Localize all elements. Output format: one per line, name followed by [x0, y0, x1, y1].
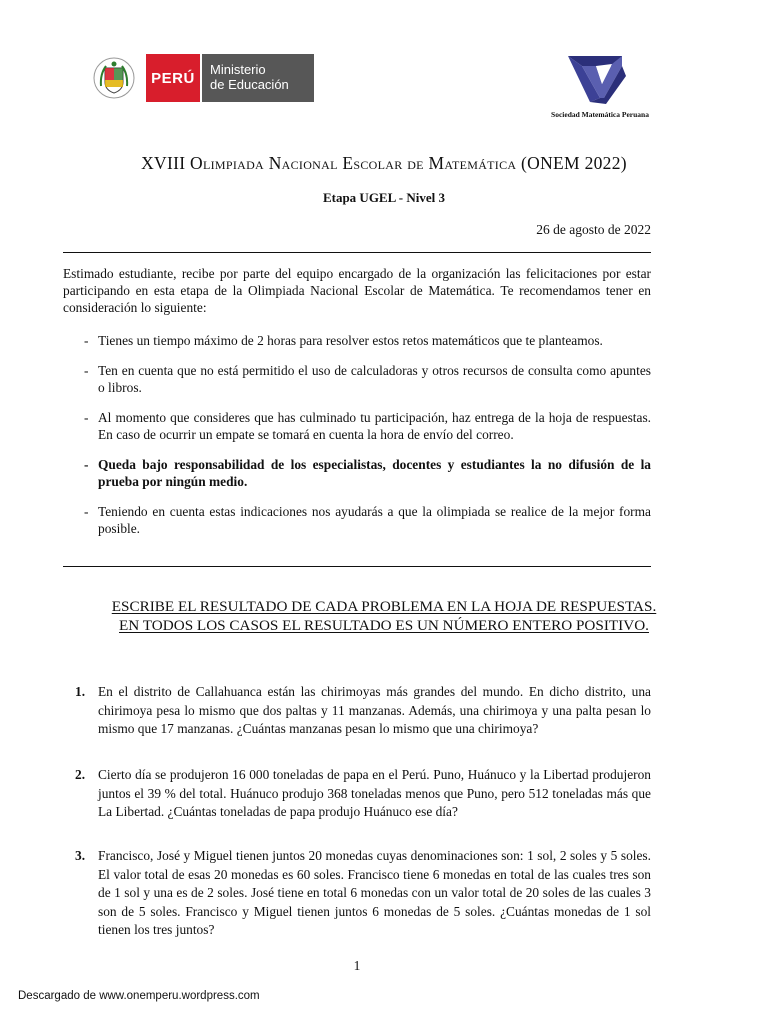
- divider: [63, 566, 651, 567]
- peru-label: PERÚ: [146, 54, 200, 102]
- recommendations-list: [84, 332, 651, 547]
- download-source: Descargado de www.onemperu.wordpress.com: [18, 990, 260, 1002]
- intro-paragraph: Estimado estudiante, recibe por parte del equipo encargado de la organización las felicitaciones por estar participando en esta etapa de la Olimpiada Nacional Escolar de Matemática. Te recomendamos tener en consideración lo siguiente:: [63, 266, 651, 316]
- answer-instructions: [0, 597, 768, 635]
- problem-item: [75, 766, 651, 824]
- smp-logo-icon: [560, 50, 630, 106]
- instruction-line1: ESCRIBE EL RESULTADO DE CADA PROBLEMA EN LA HOJA DE RESPUESTAS.: [111, 598, 657, 615]
- problem-number: 3.: [75, 848, 86, 863]
- bullet-text: Ten en cuenta que no está permitido el uso de calculadoras y otros recursos de consulta como apuntes o libros.: [98, 363, 651, 396]
- coat-of-arms-icon: [92, 56, 136, 100]
- bullet-dash: -: [84, 333, 89, 348]
- page-subtitle: Etapa UGEL - Nivel 3: [322, 190, 446, 205]
- ministry-name-line1: Ministerio: [210, 62, 266, 77]
- problem-item: [75, 683, 651, 759]
- bullet-dash: -: [84, 504, 89, 519]
- bullet-dash: -: [84, 410, 89, 425]
- page-title: XVIII Olimpiada Nacional Escolar de Matemática (ONEM 2022): [141, 153, 627, 173]
- ministry-logo: [84, 54, 314, 102]
- problem-number: 2.: [75, 767, 86, 782]
- bullet-text: Queda bajo responsabilidad de los especialistas, docentes y estudiantes la no difusión de la prueba por ningún medio.: [98, 457, 651, 490]
- problem-text: Francisco, José y Miguel tienen juntos 20 monedas cuyas denominaciones son: 1 sol, 2 soles y 5 soles. El valor total de esas 20 monedas es 60 soles. Francisco tiene 6 monedas en total de las cuales tres son de 1 sol y una es de 2 soles. José tiene en total 6 monedas con un valor total de 20 soles de las cuales 3 son de 5 soles. Francisco y Miguel tienen juntos 6 monedas de 5 soles. ¿Cuántas monedas de 1 sol tienen los tres juntos?: [98, 848, 651, 938]
- divider: [63, 252, 651, 253]
- bullet-text: Teniendo en cuenta estas indicaciones nos ayudarás a que la olimpiada se realice de la mejor forma posible.: [98, 504, 651, 537]
- problem-text: En el distrito de Callahuanca están las chirimoyas más grandes del mundo. En dicho distrito, una chirimoya pesa lo mismo que dos paltas y 11 manzanas. Además, una chirimoya y una palta pesan lo mismo que 17 manzanas. ¿Cuántas manzanas pesan lo mismo que una chirimoya?: [98, 684, 651, 737]
- ministry-name-line2: de Educación: [210, 77, 289, 92]
- problem-item: [75, 847, 651, 942]
- exam-date: 26 de agosto de 2022: [536, 222, 651, 237]
- problem-number: 1.: [75, 684, 86, 699]
- bullet-dash: -: [84, 363, 89, 378]
- page-number: 1: [353, 958, 361, 973]
- bullet-text: Al momento que consideres que has culminado tu participación, haz entrega de la hoja de respuestas. En caso de ocurrir un empate se tomará en cuenta la hora de envío del correo.: [98, 410, 651, 443]
- society-name: Sociedad Matemática Peruana: [551, 110, 649, 119]
- instruction-line2: EN TODOS LOS CASOS EL RESULTADO ES UN NÚMERO ENTERO POSITIVO.: [119, 617, 649, 634]
- problem-text: Cierto día se produjeron 16 000 toneladas de papa en el Perú. Puno, Huánuco y la Libertad produjeron juntos el 39 % del total. Huánuco produjo 368 toneladas menos que Puno, pero 512 toneladas más que La Libertad. ¿Cuántas toneladas de papa produjo Huánuco ese día?: [98, 767, 651, 820]
- ministry-name-box: [202, 54, 314, 102]
- bullet-dash: -: [84, 457, 89, 472]
- bullet-text: Tienes un tiempo máximo de 2 horas para resolver estos retos matemáticos que te planteamos.: [98, 333, 603, 348]
